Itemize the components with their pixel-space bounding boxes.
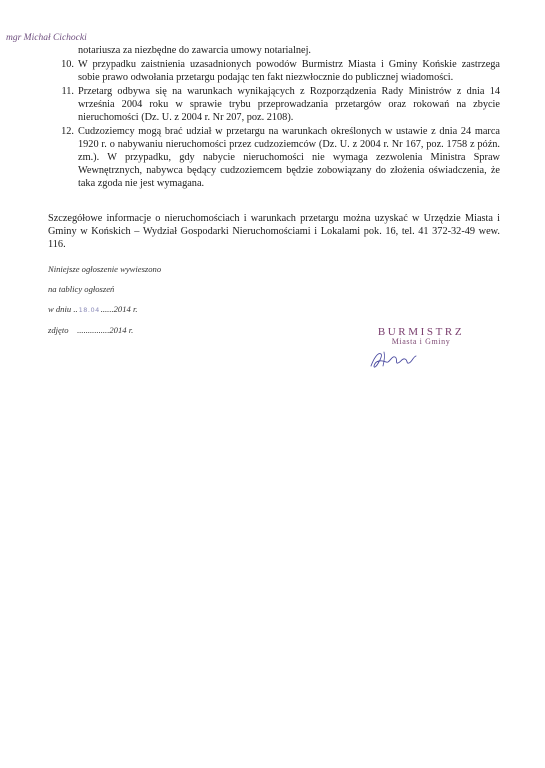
- date-removed-dots: ...............: [77, 325, 110, 335]
- stamp-subtitle: Miasta i Gminy: [391, 337, 451, 346]
- item-number: 11.: [61, 86, 74, 97]
- numbered-list: [48, 44, 500, 191]
- notice-line-posted: Niniejsze ogłoszenie wywieszono: [48, 264, 162, 274]
- stamp-title: BURMISTRZ: [377, 326, 465, 338]
- official-stamp: [362, 326, 480, 346]
- date-removed-year: 2014 r.: [109, 325, 134, 335]
- date-posted-handwritten: 18.04: [78, 306, 100, 314]
- date-removed-label: zdjęto: [48, 325, 69, 335]
- posting-notice: [48, 259, 161, 340]
- list-item: [48, 58, 500, 84]
- list-item: [48, 44, 500, 57]
- item-text: Cudzoziemcy mogą brać udział w przetargu na warunkach określonych w ustawie z dnia 24 marca 1920 r. o nabywaniu nieruchomości przez cudzoziemców (Dz. U. z 2004 r. Nr 167, poz. 1758 z późn. zm.). W przypadku, gdy nabycie nieruchomości nie wymaga zezwolenia Ministra Spraw Wewnętrznych, nabywca będący cudzoziemcem będzie zobowiązany do złożenia oświadczenia, że taka zgoda nie jest wymagana.: [78, 126, 500, 189]
- item-number: 12.: [61, 126, 74, 137]
- handwritten-signature: [368, 348, 424, 370]
- notice-line-date-posted: [48, 299, 161, 320]
- item-text: W przypadku zaistnienia uzasadnionych powodów Burmistrz Miasta i Gminy Końskie zastrzega sobie prawo odwołania przetargu podając ten fakt niezwłocznie do publicznej wiadomości.: [78, 59, 500, 83]
- date-posted-year: 2014 r.: [113, 304, 138, 314]
- item-number: 10.: [61, 59, 74, 70]
- date-posted-dots-after: ......: [100, 304, 114, 314]
- item-text: Przetarg odbywa się na warunkach wynikających z Rozporządzenia Rady Ministrów z dnia 14 września 2004 roku w sprawie trybu przeprowadzania przetargów oraz rokowań na zbycie nieruchomości (Dz. U. z 2004 r. Nr 207, poz. 2108).: [78, 86, 500, 123]
- date-posted-label: w dniu: [48, 304, 72, 314]
- notice-line-date-removed: [48, 320, 161, 340]
- stamp-official-name: mgr Michał Cichocki: [6, 33, 87, 43]
- list-item: [48, 85, 500, 124]
- info-paragraph: Szczegółowe informacje o nieruchomościach i warunkach przetargu można uzyskać w Urzędzie Miasta i Gminy w Końskich – Wydział Gospodarki Nieruchomościami i Lokalami pok. 16, tel. 41 372-32-49 wew. 116.: [48, 213, 500, 250]
- list-item: [48, 125, 500, 190]
- item-text: notariusza za niezbędne do zawarcia umowy notarialnej.: [78, 45, 312, 56]
- date-posted-dots: ..: [73, 304, 78, 314]
- notice-line-board: na tablicy ogłoszeń: [48, 284, 115, 294]
